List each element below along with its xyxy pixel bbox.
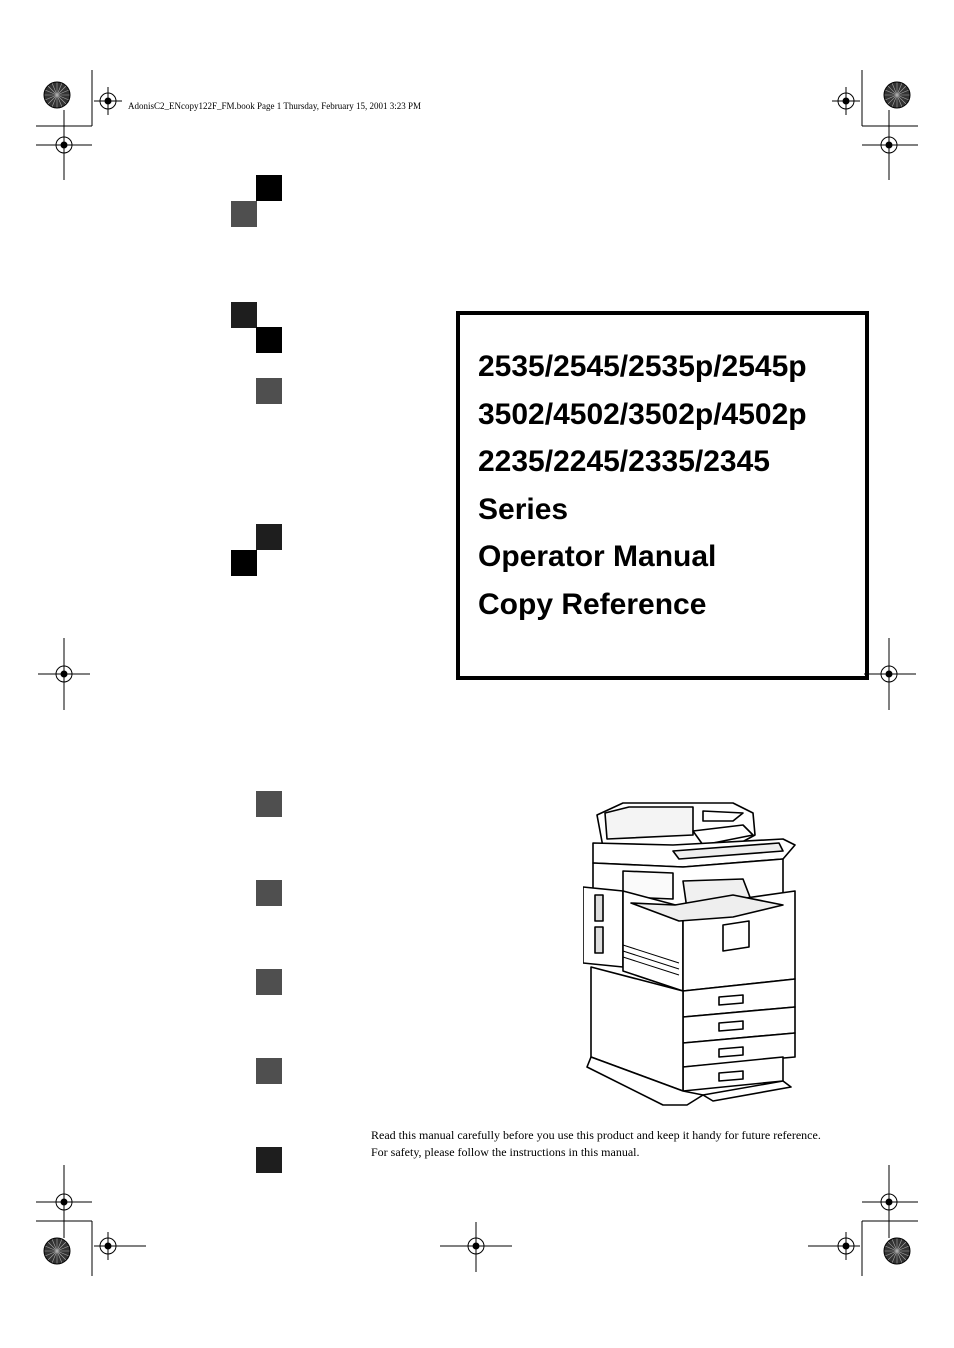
chapter-square [231, 550, 257, 576]
registration-mark-icon [94, 87, 122, 115]
color-wheel-icon [884, 1238, 910, 1264]
chapter-square [256, 880, 282, 906]
title-line-models-3: 2235/2245/2335/2345 [478, 445, 770, 478]
notice-safety: For safety, please follow the instructions in this manual. [371, 1144, 640, 1159]
title-line-models-1: 2535/2545/2535p/2545p [478, 350, 807, 383]
chapter-square [256, 378, 282, 404]
registration-mark-icon [832, 87, 860, 115]
chapter-square [256, 327, 282, 353]
title-box [456, 311, 869, 680]
color-wheel-icon [44, 1238, 70, 1264]
title-lines [478, 343, 807, 628]
chapter-square [231, 302, 257, 328]
registration-mark-icon [50, 131, 78, 159]
chapter-square [256, 1058, 282, 1084]
notice [371, 1127, 841, 1160]
color-wheel-icon [44, 82, 70, 108]
title-line-copy-reference: Copy Reference [478, 587, 707, 621]
chapter-square [256, 175, 282, 201]
chapter-square [256, 1147, 282, 1173]
notice-read-manual: Read this manual carefully before you use this product and keep it handy for future reference. [371, 1128, 821, 1142]
chapter-square [256, 791, 282, 817]
title-line-series: Series [478, 492, 569, 526]
title-line-operator-manual: Operator Manual [478, 540, 717, 573]
chapter-square [256, 524, 282, 550]
registration-mark-icon [875, 131, 903, 159]
chapter-square [231, 201, 257, 227]
color-wheel-icon [884, 82, 910, 108]
copier-illustration [583, 795, 803, 1107]
file-info: AdonisC2_ENcopy122F_FM.book Page 1 Thursday, February 15, 2001 3:23 PM [128, 101, 421, 111]
chapter-square [256, 969, 282, 995]
title-line-models-2: 3502/4502/3502p/4502p [478, 397, 807, 431]
